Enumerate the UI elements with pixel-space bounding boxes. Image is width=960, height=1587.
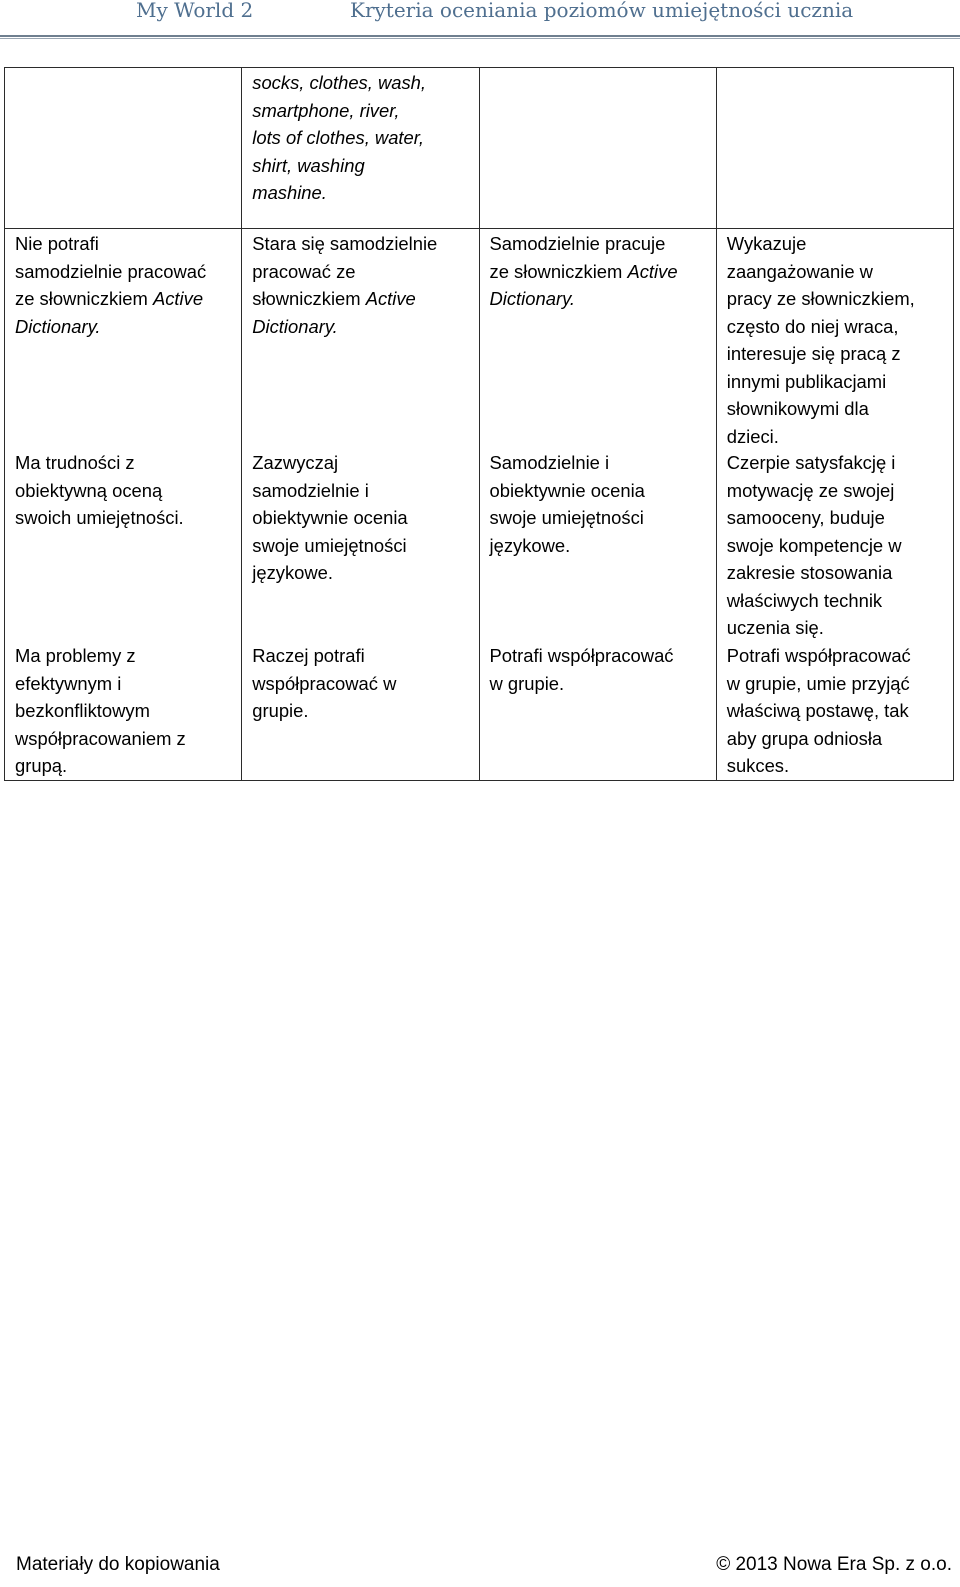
dictionary-criterion: Wykazuje zaangażowanie w pracy ze słowniczkiem, często do niej wraca, interesuje się pracą z innymi publikacjami słownikowymi dla dzieci. [726,233,915,447]
criteria-table [4,67,954,781]
group-work-criterion: Potrafi współpracować w grupie, umie przyjąć właściwą postawę, tak aby grupa odniosła sukces. [726,645,911,776]
cell-text [727,68,943,69]
self-assessment-criterion: Ma trudności z obiektywną oceną swoich umiejętności. [15,452,184,528]
header-rule-secondary [0,38,960,39]
criterion-text: Nie potrafi samodzielnie pracować ze słowniczkiem [15,233,207,309]
page-header [0,0,960,30]
cell-text [490,68,706,69]
table-cell [242,68,479,229]
criterion-text: Stara się samodzielnie pracować ze słowniczkiem [252,233,438,309]
group-work-criterion: Ma problemy z efektywnym i bezkonfliktowym współpracowaniem z grupą. [15,645,186,776]
header-rule [0,35,960,37]
table-row-criteria [5,229,954,781]
dictionary-criterion [252,229,468,449]
table-row-vocabulary [5,68,954,229]
table-cell-level-3 [479,229,716,781]
dictionary-criterion [490,229,706,449]
self-assessment-criterion: Czerpie satysfakcję i motywację ze swojej samooceny, buduje swoje kompetencje w zakresie stosowania właściwych technik uczenia się. [726,452,902,638]
header-title: My World 2 [136,0,254,22]
table-cell-level-4 [716,229,953,781]
dictionary-title: Active Dictionary. [15,288,204,337]
cell-text [15,68,231,69]
self-assessment-criterion: Zazwyczaj samodzielnie i obiektywnie ocenia swoje umiejętności językowe. [252,452,408,583]
footer-copyright: © 2013 Nowa Era Sp. z o.o. [716,1554,952,1575]
table-cell-level-1 [5,229,242,781]
criterion-text: Samodzielnie pracuje ze słowniczkiem [489,233,666,282]
dictionary-title: Active Dictionary. [489,260,678,309]
dictionary-title: Active Dictionary. [252,288,416,337]
table-cell-level-2 [242,229,479,781]
self-assessment-criterion: Samodzielnie i obiektywnie ocenia swoje umiejętności językowe. [489,452,645,556]
table-cell [479,68,716,229]
vocabulary-list: socks, clothes, wash, smartphone, river, lots of clothes, water, shirt, washing mashine. [252,72,427,203]
group-work-criterion: Potrafi współpracować w grupie. [489,645,674,694]
header-subtitle: Kryteria oceniania poziomów umiejętności ucznia [350,0,854,22]
table-cell [5,68,242,229]
page-footer [0,1552,960,1587]
group-work-criterion: Raczej potrafi współpracować w grupie. [252,645,397,721]
table-cell [716,68,953,229]
dictionary-criterion [15,229,231,449]
footer-note: Materiały do kopiowania [16,1554,220,1575]
